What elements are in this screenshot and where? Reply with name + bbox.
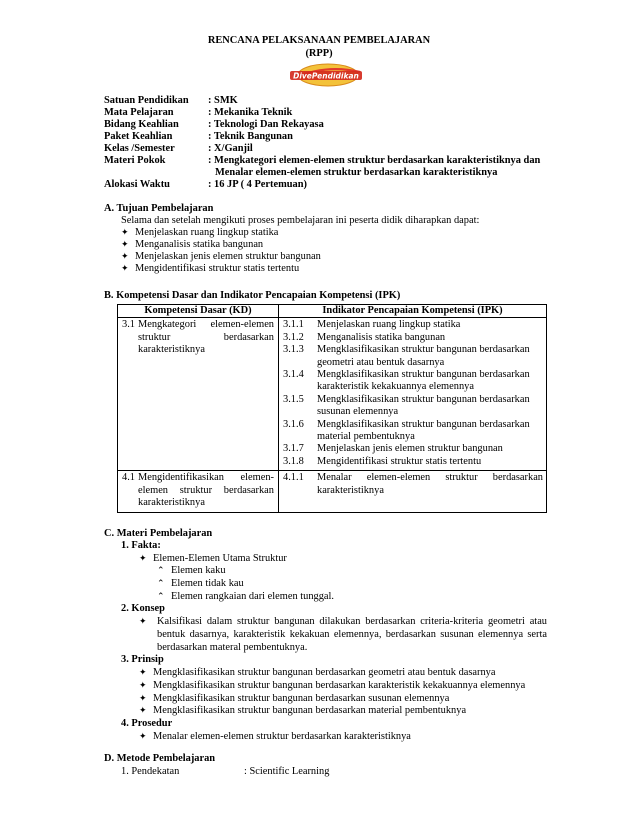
ipk-cell: 4.1.1 Menalar elemen-elemen struktur berdasarkan karakteristiknya <box>279 471 547 513</box>
kd-cell: 4.1 Mengidentifikasikan elemen- elemen struktur berdasarkan karakteristiknya <box>118 471 279 513</box>
kd-cell: 3.1 Mengkategori elemen-elemen struktur berdasarkan karakteristiknya <box>118 318 279 471</box>
list-item <box>139 616 153 628</box>
fakta-label: 1. Fakta: <box>121 540 161 551</box>
pendekatan-label: 1. Pendekatan <box>121 766 180 777</box>
ipk-item: 3.1.8 Mengidentifikasi struktur statis tertentu <box>283 455 482 467</box>
list-item: ⌃ Elemen kaku <box>157 565 226 576</box>
list-item: ✦ Mengklasifikasikan struktur bangunan berdasarkan susunan elemennya <box>139 693 450 704</box>
konsep-text: Kalsifikasi dalam struktur bangunan dilakukan berdasarkan criteria-kriteria geometri atau <box>157 616 547 627</box>
caret-bullet-icon: ⌃ <box>157 566 165 576</box>
ipk-item: 3.1.4 Mengklasifikasikan struktur bangunan berdasarkan karakteristik kekakuannya elemennya <box>283 369 530 393</box>
table-row <box>118 471 547 513</box>
list-item: ✦ Menalar elemen-elemen struktur berdasarkan karakteristiknya <box>139 731 411 742</box>
column-header-ipk: Indikator Pencapaian Kompetensi (IPK) <box>279 305 547 318</box>
ipk-item: 3.1.1 Menjelaskan ruang lingkup statika <box>283 319 461 331</box>
ipk-item: 3.1.2 Menganalisis statika bangunan <box>283 331 446 343</box>
list-item: ✦ Mengklasifikasikan struktur bangunan berdasarkan geometri atau bentuk dasarnya <box>139 667 496 678</box>
cross-bullet-icon: ✦ <box>139 694 147 704</box>
cross-bullet-icon: ✦ <box>121 228 129 238</box>
prinsip-label: 3. Prinsip <box>121 654 164 665</box>
svg-text:DivePendidikan: DivePendidikan <box>293 71 359 81</box>
table-header-row <box>118 305 547 318</box>
ipk-item: 3.1.5 Mengklasifikasikan struktur bangunan berdasarkan susunan elemennya <box>283 393 530 418</box>
prosedur-label: 4. Prosedur <box>121 718 173 729</box>
cross-bullet-icon: ✦ <box>139 681 147 691</box>
section-a-heading: A. Tujuan Pembelajaran <box>104 203 214 214</box>
ipk-item: 3.1.6 Mengklasifikasikan struktur bangunan berdasarkan material pembentuknya <box>283 418 530 443</box>
kd-ipk-table <box>117 304 547 513</box>
list-item: ✦ Mengklasifikasikan struktur bangunan berdasarkan material pembentuknya <box>139 705 467 716</box>
caret-bullet-icon: ⌃ <box>157 579 165 589</box>
dive-pendidikan-logo <box>286 62 366 88</box>
cross-bullet-icon: ✦ <box>139 554 147 564</box>
document-subtitle: (RPP) <box>305 48 333 59</box>
column-header-kd: Kompetensi Dasar (KD) <box>118 305 279 318</box>
section-d-heading: D. Metode Pembelajaran <box>104 753 216 764</box>
list-item: ⌃ Elemen tidak kau <box>157 578 244 589</box>
list-item: ⌃ Elemen rangkaian dari elemen tunggal. <box>157 591 335 602</box>
list-item: ✦ Menganalisis statika bangunan <box>121 239 264 250</box>
list-item: ✦ Mengidentifikasi struktur statis tertentu <box>121 263 300 274</box>
section-c-heading: C. Materi Pembelajaran <box>104 528 213 539</box>
cross-bullet-icon: ✦ <box>121 240 129 250</box>
document-page: RENCANA PELAKSANAAN PEMBELAJARAN (RPP) DivePendidikan Satuan Pendidikan : SMK Mata Pelajaran : Mekanika Teknik Bidang Keahlian : Teknologi Dan Rekayasa Paket Keahlian : Teknik Bangunan Kelas /Semester : X/Ganjil Materi Pokok : Mengkategori elemen-elemen struktur berdasarkan karakteristiknya dan Menalar elemen-elemen struktur berdasarkan karakteristiknya Alokasi Waktu : 16 JP ( 4 Pertemuan) A. Tujuan Pembelajaran Selama dan setelah mengikuti proses pembelajaran ini peserta didik diharapkan dapat: ✦ Menjelaskan ruang lingkup statika ✦ Menganalisis statika bangunan ✦ Menjelaskan jenis elemen struktur bangunan ✦ Mengidentifikasi struktur statis tertentu B. Kompetensi Dasar dan Indikator Pencapaian Kompetensi (IPK) Kompetensi Dasar (KD) Indikator Pencapaian Kompetensi (IPK) 3.1 Mengkategori elemen-elemen struktur berdasarkan karakteristiknya 3.1.1 Menjelaskan ruang lingkup statika 3.1.2 Menganalisis statika bangunan 3.1.3 Mengklasifikasikan struktur bangunan berdasarkan geometri atau bentuk dasarnya 3.1.4 Mengklasifikasikan struktur bangunan berdasarkan karakteristik kekakuannya elemennya 3.1.5 Mengklasifikasikan struktur bangunan berdasarkan susunan elemennya 3.1.6 Mengklasifikasikan struktur bangunan berdasarkan material pembentuknya 3.1.7 Menjelaskan jenis elemen struktur bangunan 3.1.8 Mengidentifikasi struktur statis tertentu 4.1 Mengidentifikasikan elemen- elemen struktur berdasarkan karakteristiknya 4.1.1 Menalar elemen-elemen struktur berdasarkan karakteristiknya C. Materi Pembelajaran 1. Fakta: ✦ Elemen-Elemen Utama Struktur ⌃ Elemen kaku ⌃ Elemen tidak kau ⌃ Elemen rangkaian dari elemen tunggal. 2. Konsep ✦ Kalsifikasi dalam struktur bangunan dilakukan berdasarkan criteria-kriteria geometri atau bentuk dasarnya, karakteristik kekakuan elemennya, berdasarkan susunan elemennya serta berdasarkan materal pembentuknya. 3. Prinsip ✦ Mengklasifikasikan struktur bangunan berdasarkan geometri atau bentuk dasarnya ✦ Mengklasifikasikan struktur bangunan berdasarkan karakteristik kekakuannya elemennya ✦ Mengklasifikasikan struktur bangunan berdasarkan susunan elemennya ✦ Mengklasifikasikan struktur bangunan berdasarkan material pembentuknya 4. Prosedur ✦ Menalar elemen-elemen struktur berdasarkan karakteristiknya D. Metode Pembelajaran 1. Pendekatan : Scientific Learning <box>0 0 638 826</box>
konsep-label: 2. Konsep <box>121 603 165 614</box>
ipk-item: 3.1.3 Mengklasifikasikan struktur bangunan berdasarkan geometri atau bentuk dasarnya <box>283 344 530 368</box>
list-item: ✦ Elemen-Elemen Utama Struktur <box>139 553 287 564</box>
pendekatan-value: : Scientific Learning <box>244 766 330 777</box>
konsep-text: berdasarkan materal pembentuknya. <box>157 642 308 653</box>
ipk-cell <box>279 318 547 471</box>
cross-bullet-icon: ✦ <box>121 264 129 274</box>
ipk-item: 3.1.7 Menjelaskan jenis elemen struktur bangunan <box>283 443 503 455</box>
cross-bullet-icon: ✦ <box>139 732 147 742</box>
cross-bullet-icon: ✦ <box>139 706 147 716</box>
table-row <box>118 318 547 471</box>
list-item: ✦ Mengklasifikasikan struktur bangunan berdasarkan karakteristik kekakuannya elemennya <box>139 680 526 691</box>
cross-bullet-icon: ✦ <box>139 617 147 627</box>
caret-bullet-icon: ⌃ <box>157 592 165 602</box>
list-item: ✦ Menjelaskan jenis elemen struktur bangunan <box>121 251 321 262</box>
cross-bullet-icon: ✦ <box>121 252 129 262</box>
document-title: RENCANA PELAKSANAAN PEMBELAJARAN <box>207 35 431 46</box>
konsep-text: bentuk dasarnya, karakteristik kekakuan elemennya, berdasarkan susunan elemennya serta <box>157 629 547 640</box>
section-b-heading: B. Kompetensi Dasar dan Indikator Pencapaian Kompetensi (IPK) <box>104 290 401 301</box>
cross-bullet-icon: ✦ <box>139 668 147 678</box>
section-a-intro: Selama dan setelah mengikuti proses pembelajaran ini peserta didik diharapkan dapat: <box>121 215 480 226</box>
list-item: ✦ Menjelaskan ruang lingkup statika <box>121 227 279 238</box>
